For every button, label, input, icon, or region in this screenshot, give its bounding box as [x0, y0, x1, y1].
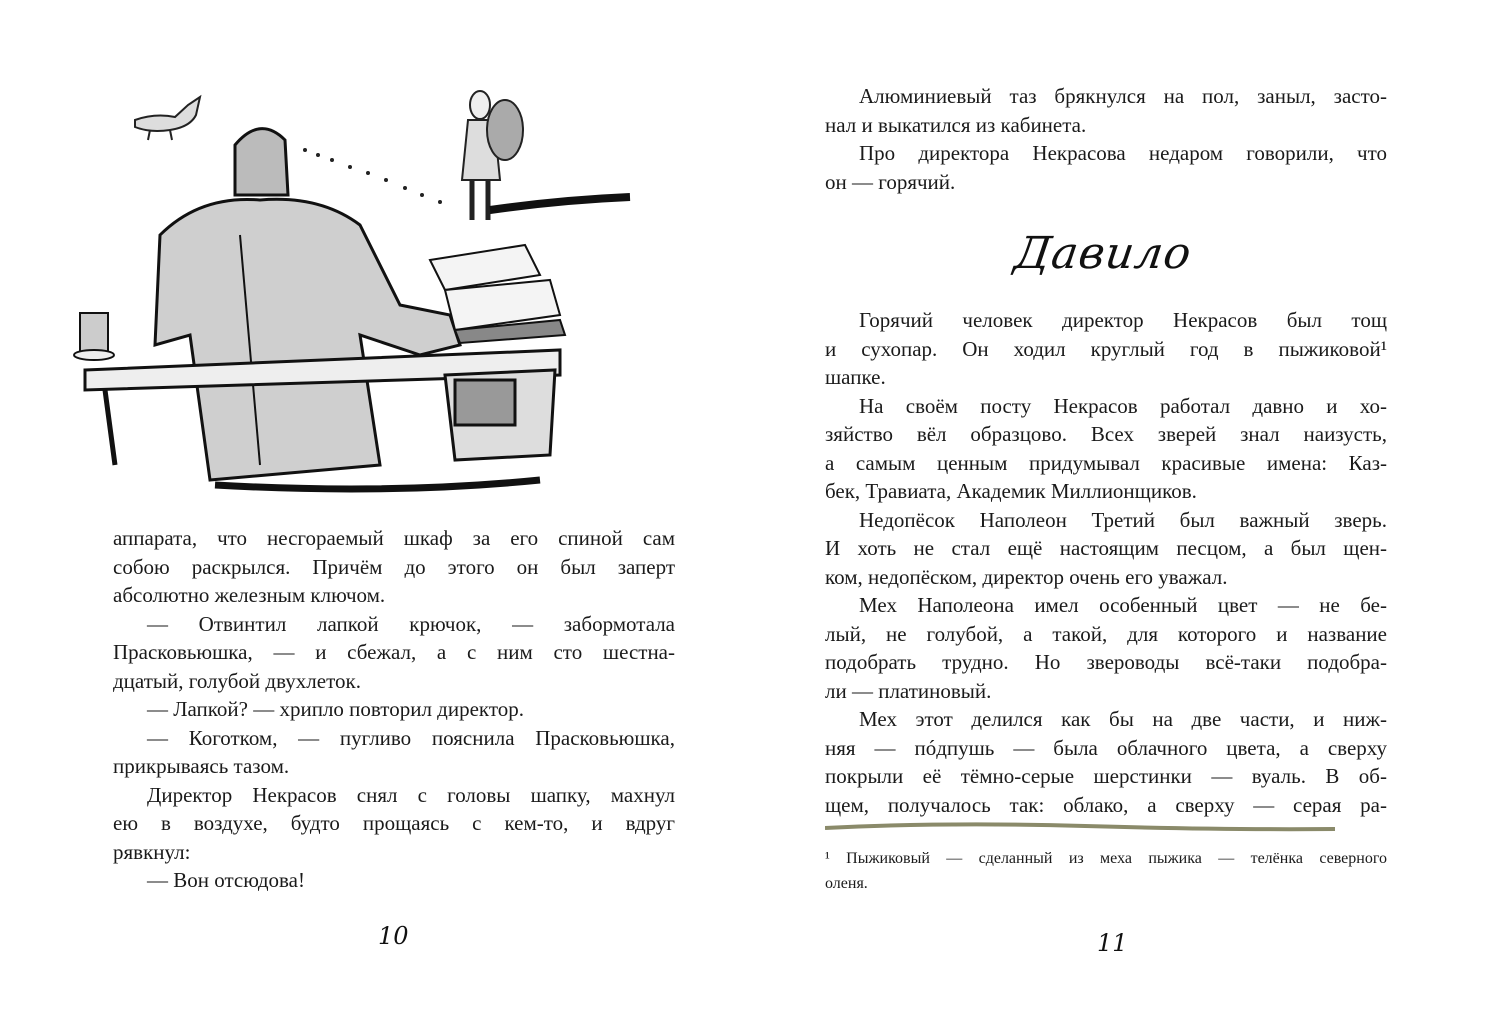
text-line: — Лапкой? — хрипло повторил директор.	[147, 697, 524, 721]
text-line: Прасковьюшка, — и сбежал, а с ним сто шестна-	[113, 640, 675, 664]
text-line: подобрать трудно. Но звероводы всё-таки подобра-	[825, 650, 1387, 674]
text-line: шапке.	[825, 365, 886, 389]
footnote-rule	[825, 820, 1335, 836]
director-at-desk-illustration	[60, 85, 680, 505]
cup	[74, 313, 114, 360]
text-line: Горячий человек директор Некрасов был тощ	[859, 308, 1387, 332]
page-number-right: 11	[1097, 929, 1128, 957]
text-line: и сухопар. Он ходил круглый год в пыжиковой¹	[825, 336, 1387, 361]
text-line: Мех Наполеона имел особенный цвет — не бе-	[859, 593, 1387, 617]
text-line: ¹ Пыжиковый — сделанный из меха пыжика — телёнка северного	[825, 850, 1387, 867]
text-line: рявкнул:	[113, 839, 191, 864]
chapter-heading: Давило	[1011, 228, 1196, 279]
right-page-intro-text	[825, 82, 1387, 196]
text-line: прикрываясь тазом.	[113, 754, 290, 778]
text-line: Директор Некрасов снял с головы шапку, махнул	[147, 782, 675, 807]
text-line: ком, недопёском, директор очень его уважал.	[825, 564, 1228, 589]
text-line: собою раскрылся. Причём до этого он был заперт	[113, 554, 675, 579]
text-line: покрыли её тёмно-серые шерстинки — вуаль. В об-	[825, 764, 1387, 788]
text-line: ею в воздухе, будто прощаясь с кем-то, и вдруг	[113, 811, 675, 835]
text-line: щем, получалось так: облако, а сверху — серая ра-	[825, 792, 1387, 817]
text-line: дцатый, голубой двухлеток.	[113, 668, 361, 693]
footprints	[303, 148, 442, 204]
text-line: Алюминиевый таз брякнулся на пол, заныл, засто-	[859, 84, 1387, 108]
text-line: Мех этот делился как бы на две части, и ниж-	[859, 707, 1387, 731]
right-page-main-text	[825, 306, 1387, 819]
text-line: няя — пóдпушь — была облачного цвета, а сверху	[825, 735, 1387, 760]
text-line: И хоть не стал ещё настоящим песцом, а был щен-	[825, 536, 1387, 560]
left-page-text	[113, 524, 675, 895]
text-line: а самым ценным придумывал красивые имена: Каз-	[825, 450, 1387, 475]
text-line: На своём посту Некрасов работал давно и хо-	[859, 393, 1387, 418]
text-line: — Вон отсюдова!	[147, 868, 305, 892]
text-line: бек, Травиата, Академик Миллионщиков.	[825, 479, 1197, 503]
text-line: — Отвинтил лапкой крючок, — забормотала	[147, 611, 675, 636]
text-line: аппарата, что несгораемый шкаф за его спиной сам	[113, 526, 675, 550]
text-line: Про директора Некрасова недаром говорили, что	[859, 141, 1387, 165]
director-figure	[155, 129, 460, 480]
floor-stroke	[490, 197, 630, 210]
text-line: лый, не голубой, а такой, для которого и название	[825, 621, 1387, 646]
text-line: абсолютно железным ключом.	[113, 583, 386, 607]
woman-with-basin	[462, 91, 523, 220]
fox-sketch	[135, 97, 200, 140]
text-line: ли — платиновый.	[825, 678, 992, 703]
text-line: оленя.	[825, 875, 868, 892]
page-number-left: 10	[378, 922, 409, 950]
text-line: — Коготком, — пугливо пояснила Прасковьюшка,	[147, 725, 675, 750]
floor-shadow	[215, 480, 540, 489]
footnote	[825, 846, 1387, 896]
text-line: зяйство вёл образцово. Всех зверей знал наизусть,	[825, 422, 1387, 446]
text-line: он — горячий.	[825, 169, 956, 194]
text-line: нал и выкатился из кабинета.	[825, 112, 1087, 137]
text-line: Недопёсок Наполеон Третий был важный зверь.	[859, 507, 1387, 532]
